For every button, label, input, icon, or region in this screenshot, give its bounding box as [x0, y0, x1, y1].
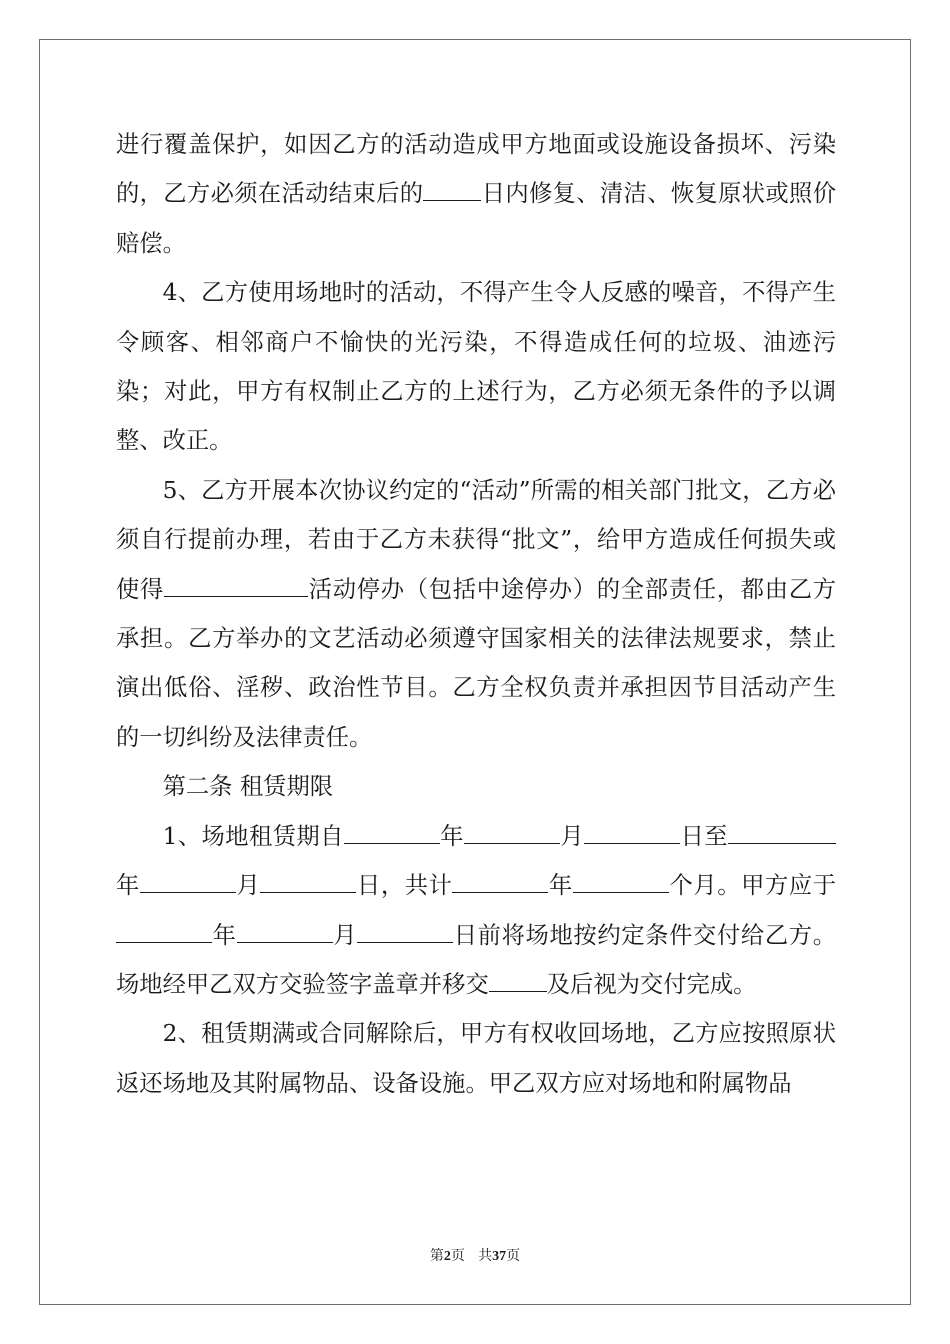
- text-segment: 日内修复、清洁、恢复原状或照价赔偿。: [116, 180, 837, 257]
- section-heading: 第二条 租赁期限: [162, 773, 334, 801]
- text-segment: 日前将场地按约定条件交付给乙方。场地经甲乙双方交验签字盖章并移交: [116, 921, 836, 998]
- paragraph-5: [116, 466, 836, 762]
- blank-field: [800, 818, 836, 843]
- text-segment: 进行覆盖保护，如因乙方的活动造成甲方地面或设施设备损坏、污染的，乙方必须在活动结束后的: [116, 131, 836, 208]
- text-segment: 5、乙方开展本次协议约定的“活动”所需的相关部门批文，乙方必须自行提前办理，若由于乙方未获得“批文”，给甲方造成任何损失或使得: [116, 476, 836, 603]
- page-footer: [0, 1245, 950, 1265]
- blank-field: [584, 818, 680, 843]
- blank-field: [140, 868, 236, 893]
- blank-field: [423, 176, 481, 201]
- text-segment: 日，共计: [356, 872, 453, 900]
- footer-text: 页: [506, 1248, 521, 1264]
- blank-field: [164, 571, 308, 596]
- text-segment: 活动停办（包括中途停办）的全部责任，都由乙方承担。乙方举办的文艺活动必须遵守国家相关的法律法规要求，禁止演出低俗、淫秽、政治性节目。乙方全权负责并承担因节目活动产生的一切纠纷及法律责任。: [116, 575, 836, 751]
- document-body: [116, 120, 836, 1108]
- text-segment: 年: [439, 822, 465, 850]
- footer-text: 第: [429, 1248, 444, 1264]
- text-segment: 年: [116, 872, 140, 900]
- blank-field: [728, 818, 800, 843]
- paragraph-1: [116, 120, 836, 268]
- paragraph-lease-term: [116, 812, 836, 1010]
- page-number: 2: [443, 1249, 451, 1264]
- blank-field: [260, 868, 356, 893]
- text-segment: 月: [332, 921, 358, 949]
- blank-field: [344, 818, 440, 843]
- text-segment: 日至: [680, 822, 729, 850]
- blank-field: [464, 818, 560, 843]
- footer-text: 页: [450, 1248, 465, 1264]
- paragraph-4: 4、乙方使用场地时的活动，不得产生令人反感的噪音，不得产生令顾客、相邻商户不愉快的光污染，不得造成任何的垃圾、油迹污染；对此，甲方有权制止乙方的上述行为，乙方必须无条件的予以调整、改正。: [116, 279, 836, 455]
- paragraph-lease-end: 2、租赁期满或合同解除后，甲方有权收回场地，乙方应按照原状返还场地及其附属物品、设备设施。甲乙双方应对场地和附属物品: [116, 1020, 836, 1097]
- blank-field: [357, 917, 453, 942]
- text-segment: 年: [548, 872, 573, 900]
- blank-field: [573, 868, 669, 893]
- blank-field: [452, 868, 548, 893]
- text-segment: 及后视为交付完成。: [546, 970, 757, 998]
- text-segment: 1、场地租赁期自: [162, 822, 344, 850]
- text-segment: 月: [560, 822, 585, 850]
- text-segment: 个月。甲方应于: [668, 872, 837, 900]
- blank-field: [237, 917, 333, 942]
- footer-text: 共: [478, 1248, 493, 1264]
- text-segment: 年: [212, 921, 237, 949]
- text-segment: 月: [235, 872, 261, 900]
- blank-field: [489, 966, 547, 991]
- blank-field: [116, 917, 212, 942]
- total-pages: 37: [492, 1249, 507, 1264]
